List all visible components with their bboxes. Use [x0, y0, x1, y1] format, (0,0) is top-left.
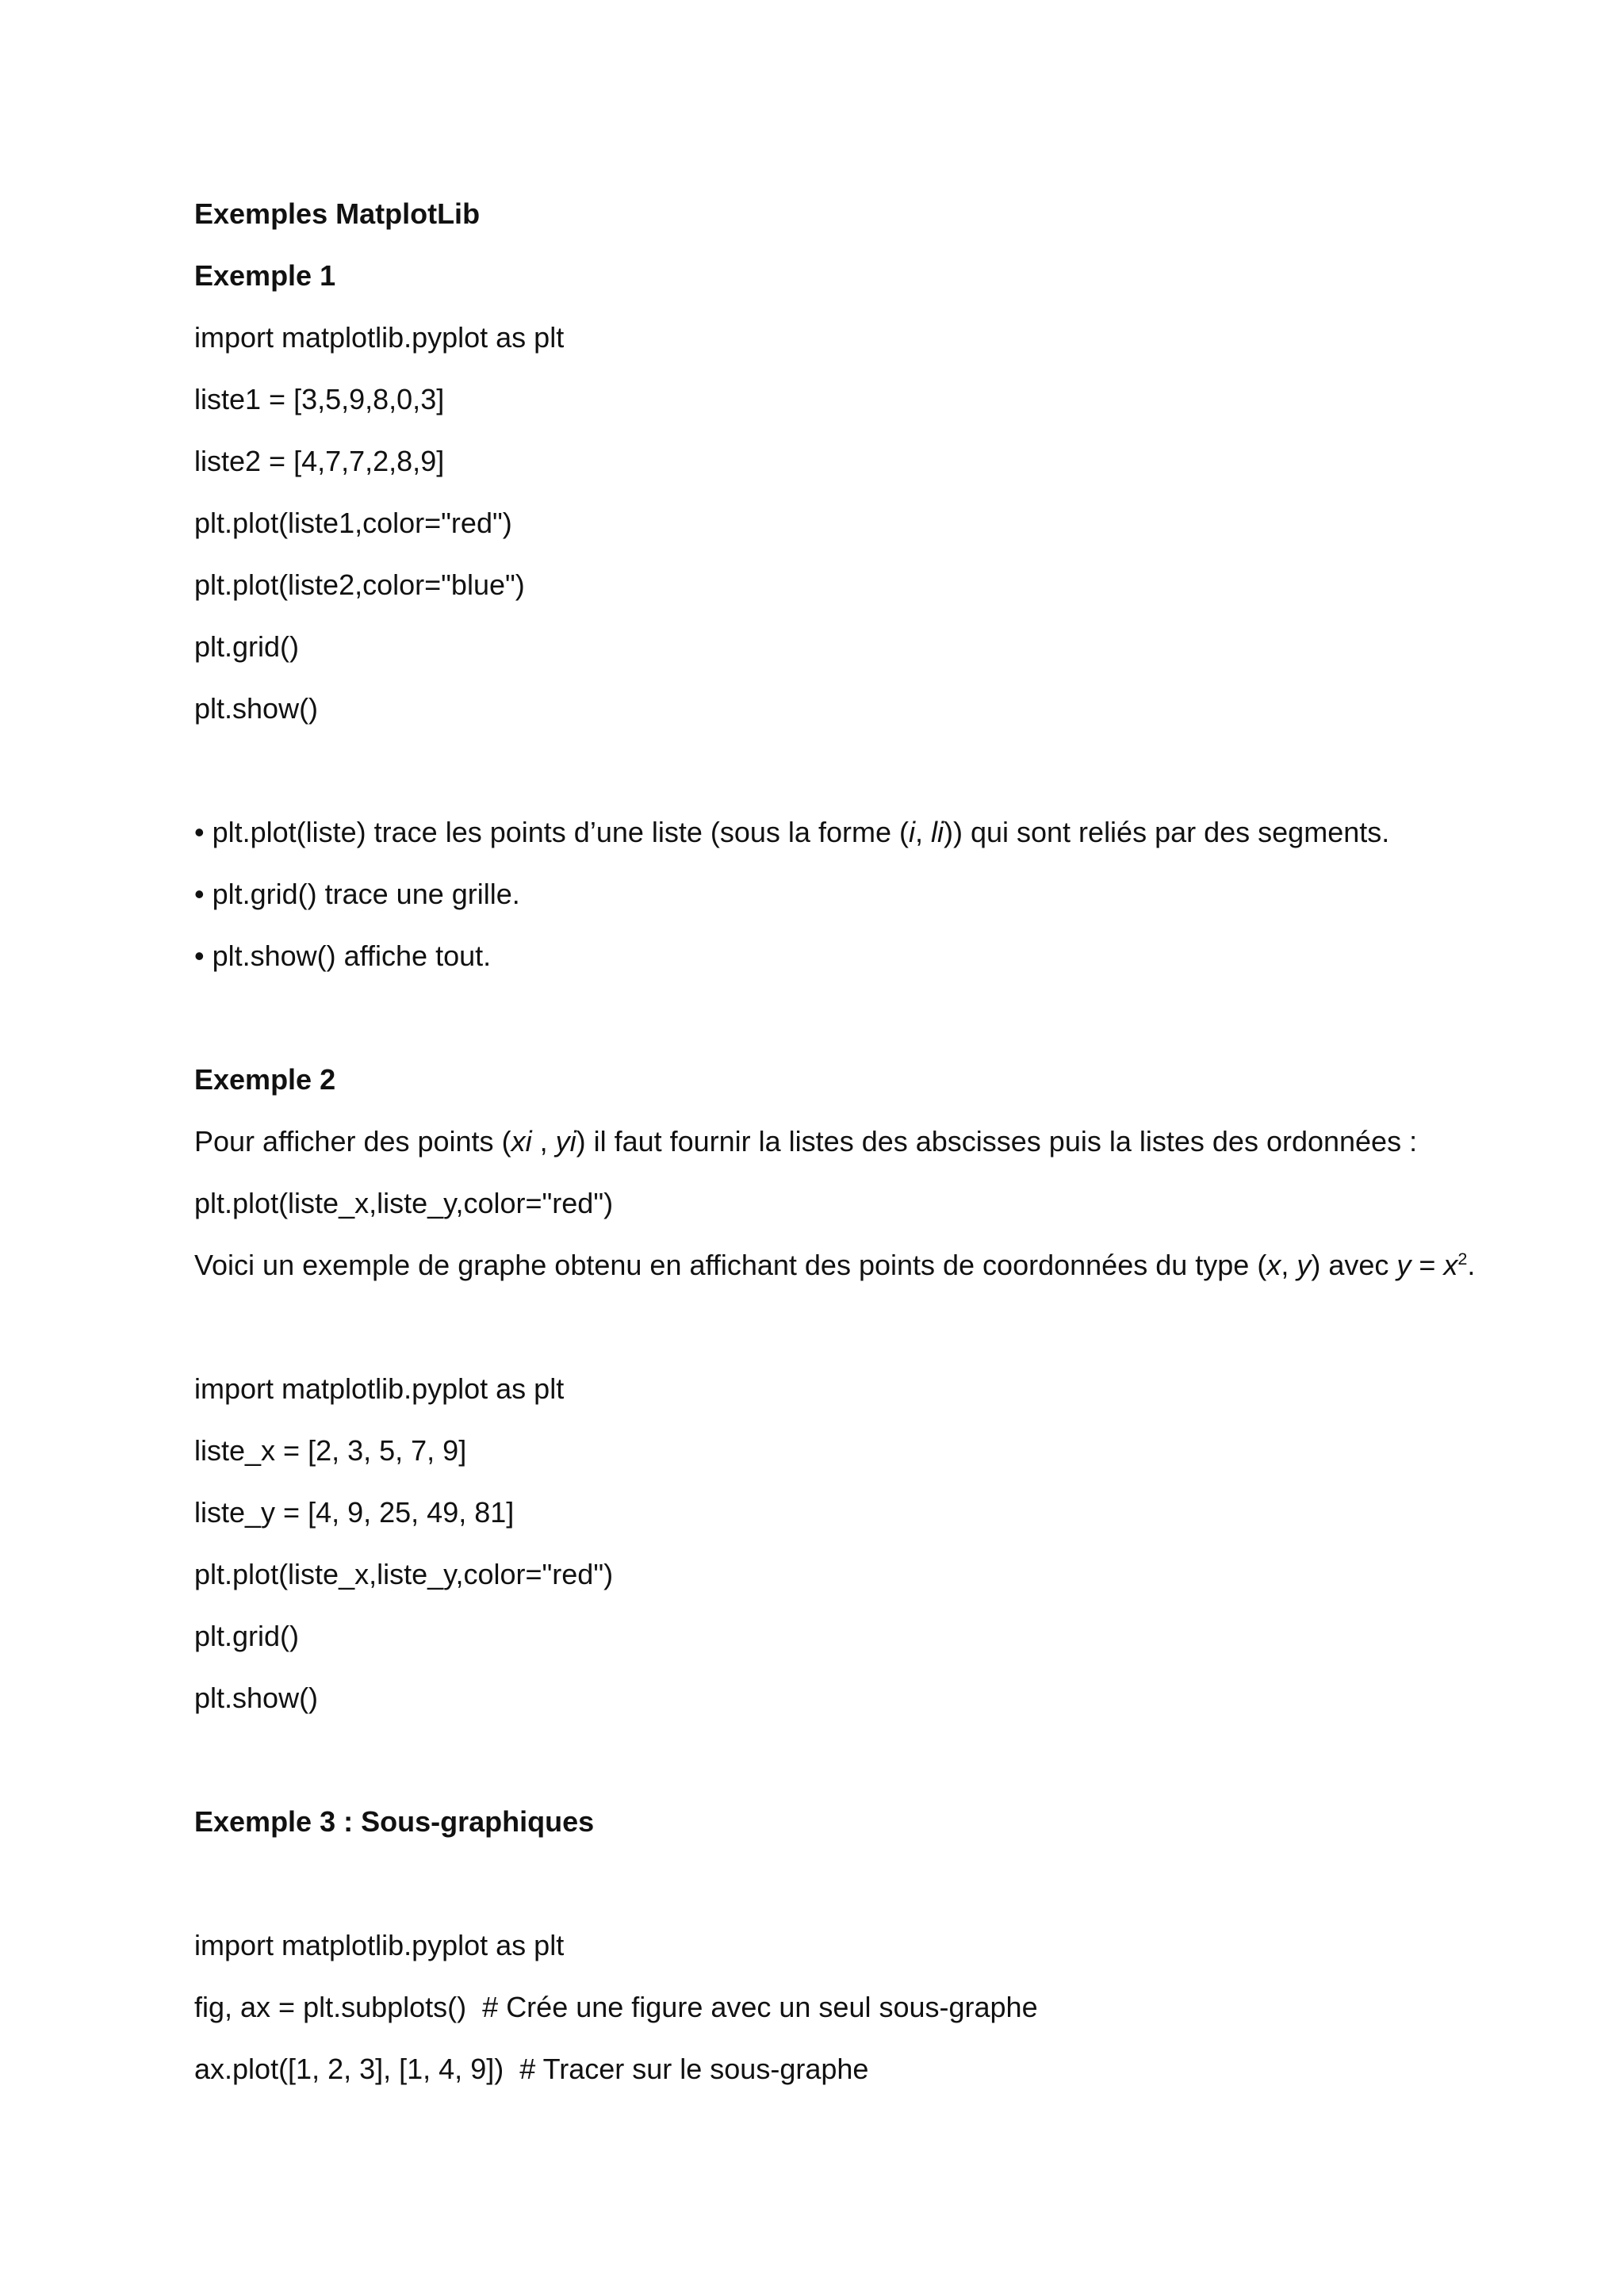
bullet-plot: • plt.plot(liste) trace les points d’une liste (sous la forme (i, li)) qui sont reliés par des segments. [194, 816, 1390, 848]
code-line: liste1 = [3,5,9,8,0,3] [194, 383, 445, 415]
code-line: import matplotlib.pyplot as plt [194, 1929, 565, 1961]
bullet-show: • plt.show() affiche tout. [194, 939, 492, 972]
code-line: plt.show() [194, 692, 319, 725]
code-line: plt.grid() [194, 630, 300, 663]
code-line: plt.plot(liste_x,liste_y,color="red") [194, 1558, 614, 1590]
code-line: plt.show() [194, 1682, 319, 1714]
example2-intro: Pour afficher des points (xi , yi) il faut fournir la listes des abscisses puis la listes des ordonnées : [194, 1125, 1418, 1158]
code-line: plt.plot(liste1,color="red") [194, 507, 512, 539]
code-line: import matplotlib.pyplot as plt [194, 321, 565, 354]
code-line: liste_x = [2, 3, 5, 7, 9] [194, 1434, 467, 1467]
code-line: liste2 = [4,7,7,2,8,9] [194, 445, 445, 477]
code-line: plt.grid() [194, 1620, 300, 1652]
code-line: ax.plot([1, 2, 3], [1, 4, 9]) # Tracer sur le sous-graphe [194, 2053, 869, 2085]
example1-heading: Exemple 1 [194, 259, 336, 292]
bullet-grid: • plt.grid() trace une grille. [194, 878, 520, 910]
example3-heading: Exemple 3 : Sous-graphiques [194, 1805, 595, 1838]
example2-sentence: Voici un exemple de graphe obtenu en affichant des points de coordonnées du type (x, y) avec $y = x^2$. [194, 1249, 1476, 1281]
example2-heading: Exemple 2 [194, 1063, 336, 1096]
code-line: liste_y = [4, 9, 25, 49, 81] [194, 1496, 515, 1529]
example2-call: plt.plot(liste_x,liste_y,color="red") [194, 1187, 614, 1219]
code-line: plt.plot(liste2,color="blue") [194, 568, 525, 601]
code-line: fig, ax = plt.subplots() # Crée une figure avec un seul sous-graphe [194, 1991, 1038, 2023]
document-title: Exemples MatplotLib [194, 197, 481, 230]
code-line: import matplotlib.pyplot as plt [194, 1372, 565, 1405]
